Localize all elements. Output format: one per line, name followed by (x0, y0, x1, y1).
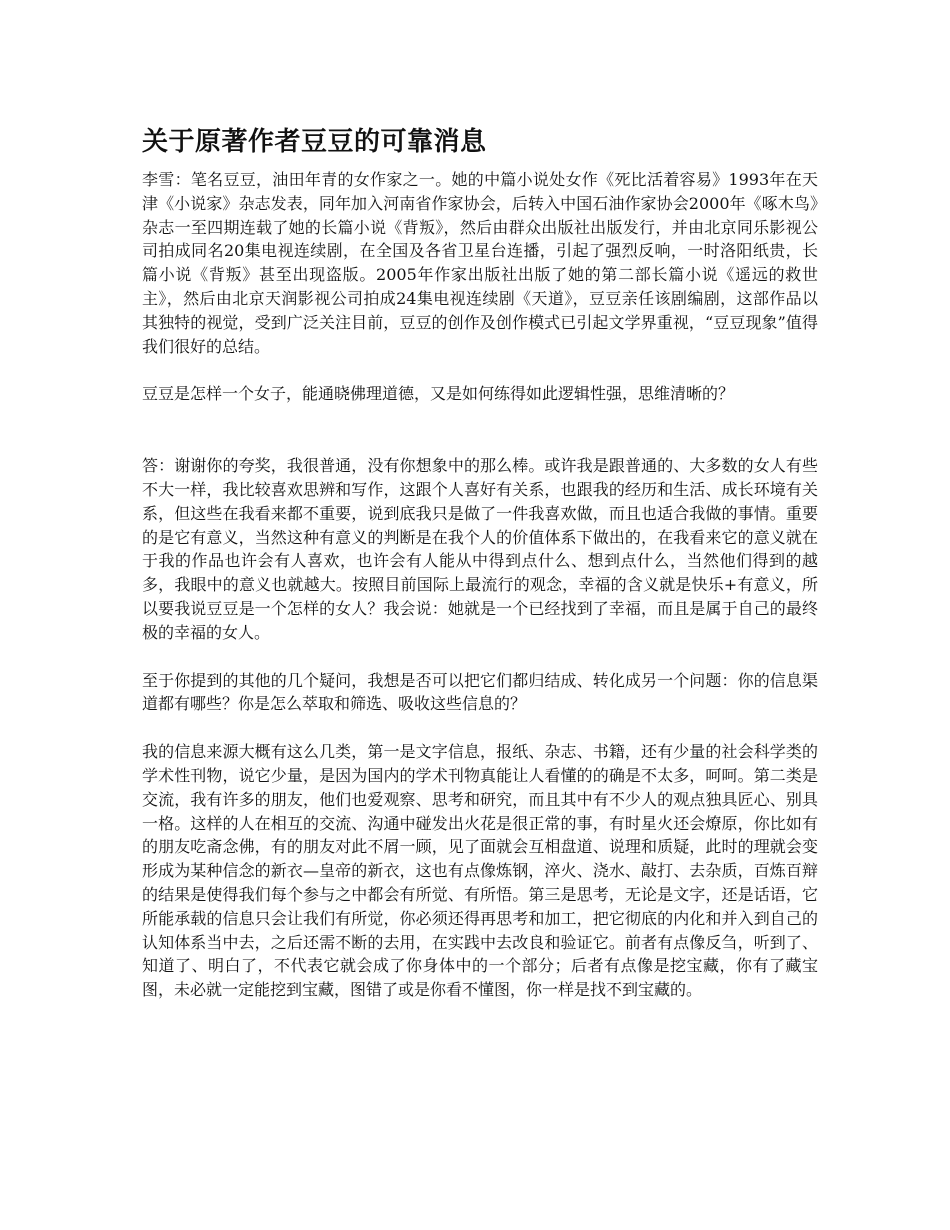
document-page (142, 122, 818, 1002)
paragraph-answer: 答：谢谢你的夸奖，我很普通，没有你想象中的那么棒。或许我是跟普通的、大多数的女人有些不大一样，我比较喜欢思辨和写作，这跟个人喜好有关系，也跟我的经历和生活、成长环境有关系，但这些在我看来都不重要，说到底我只是做了一件我喜欢做，而且也适合我做的事情。重要的是它有意义，当然这种有意义的判断是在我个人的价值体系下做出的，在我看来它的意义就在于我的作品也许会有人喜欢，也许会有人能从中得到点什么、想到点什么，当然他们得到的越多，我眼中的意义也就越大。按照目前国际上最流行的观念，幸福的含义就是快乐+有意义，所以要我说豆豆是一个怎样的女人？我会说：她就是一个已经找到了幸福，而且是属于自己的最终极的幸福的女人。 (142, 456, 818, 642)
paragraph-author-bio: 李雪：笔名豆豆，油田年青的女作家之一。她的中篇小说处女作《死比活着容易》1993年在天津《小说家》杂志发表，同年加入河南省作家协会，后转入中国石油作家协会2000年《啄木鸟》杂志一至四期连载了她的长篇小说《背叛》，然后由群众出版社出版发行，并由北京同乐影视公司拍成同名20集电视连续剧，在全国及各省卫星台连播，引起了强烈反响，一时洛阳纸贵，长篇小说《背叛》甚至出现盗版。2005年作家出版社出版了她的第二部长篇小说《遥远的救世主》，然后由北京天润影视公司拍成24集电视连续剧《天道》，豆豆亲任该剧编剧，这部作品以其独特的视觉，受到广泛关注目前，豆豆的创作及创作模式已引起文学界重视，“豆豆现象”值得我们很好的总结。 (142, 170, 818, 356)
paragraph-question: 豆豆是怎样一个女子，能通晓佛理道德，又是如何练得如此逻辑性强，思维清晰的？ (142, 384, 735, 404)
document-title: 关于原著作者豆豆的可靠消息 (142, 127, 487, 157)
paragraph-information-sources: 我的信息来源大概有这么几类，第一是文字信息，报纸、杂志、书籍，还有少量的社会科学类的学术性刊物，说它少量，是因为国内的学术刊物真能让人看懂的的确是不太多，呵呵。第二类是交流，我有许多的朋友，他们也爱观察、思考和研究，而且其中有不少人的观点独具匠心、别具一格。这样的人在相互的交流、沟通中碰发出火花是很正常的事，有时星火还会燎原，你比如有的朋友吃斋念佛，有的朋友对此不屑一顾，见了面就会互相盘道、说理和质疑，此时的理就会变形成为某种信念的新衣—皇帝的新衣，这也有点像炼钢，淬火、浇水、敲打、去杂质，百炼百辩的结果是使得我们每个参与之中都会有所觉、有所悟。第三是思考，无论是文字，还是话语，它所能承载的信息只会让我们有所觉，你必须还得再思考和加工，把它彻底的内化和并入到自己的认知体系当中去，之后还需不断的去用，在实践中去改良和验证它。前者有点像反刍，听到了、知道了、明白了，不代表它就会成了你身体中的一个部分；后者有点像是挖宝藏，你有了藏宝图，未必就一定能挖到宝藏，图错了或是你看不懂图，你一样是找不到宝藏的。 (142, 742, 818, 1000)
paragraph-followup-question: 至于你提到的其他的几个疑问，我想是否可以把它们都归结成、转化成另一个问题：你的信息渠道都有哪些？你是怎么萃取和筛选、吸收这些信息的？ (142, 670, 818, 714)
